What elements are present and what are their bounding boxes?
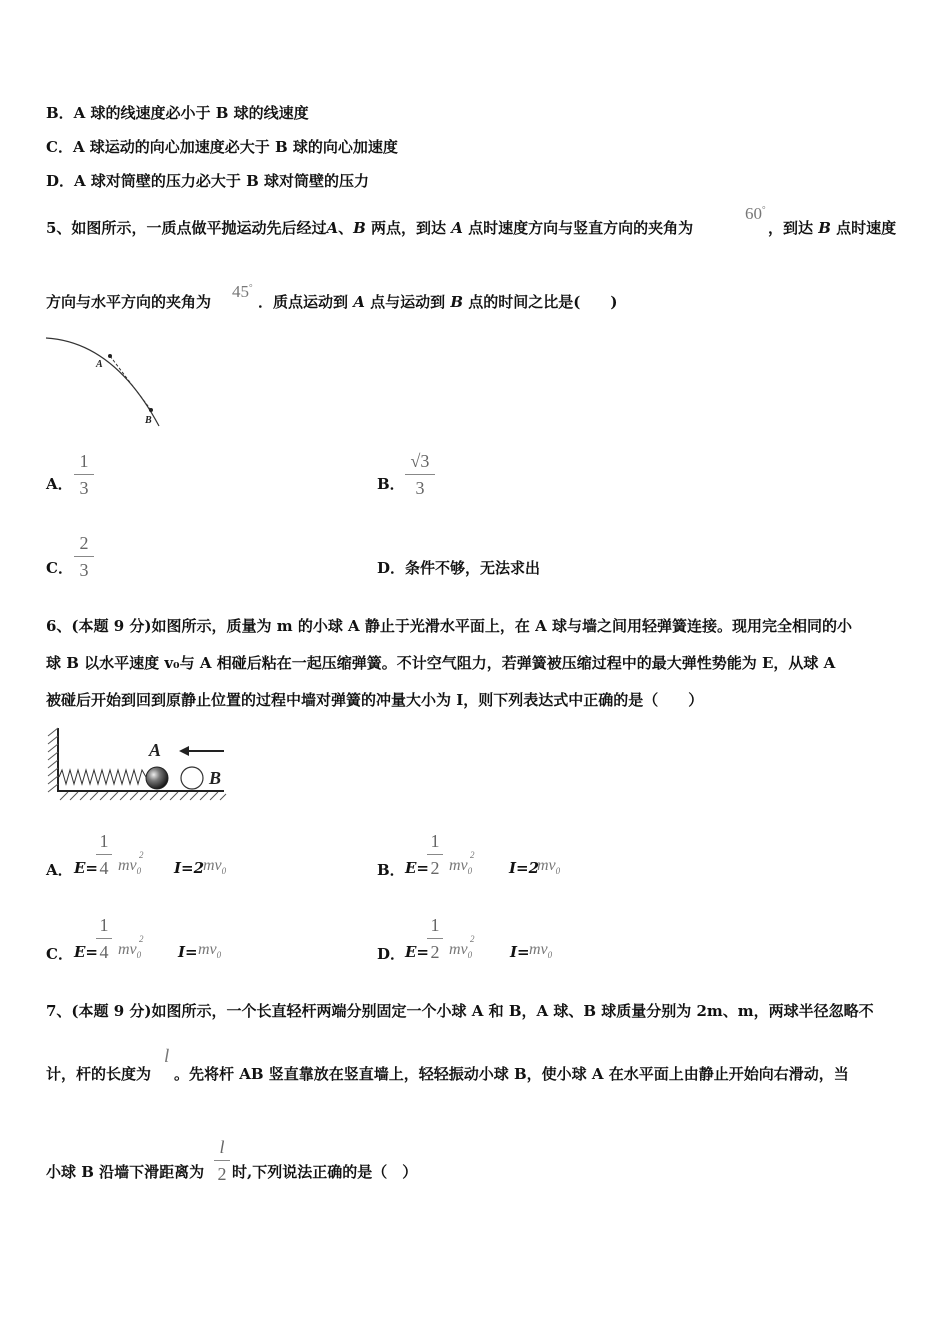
- q6-option-c: C． E= 1 4 $mv_0$ 2 I= $mv_0$: [46, 915, 222, 963]
- q6-option-b: B． E= 1 2 $mv_0$ 2 I=2 $mv_0$: [377, 831, 561, 879]
- q6-stem-line1: 6、(本题 9 分)如图所示，质量为 m 的小球 A 静止于光滑水平面上，在 A 球与墙之间用轻弹簧连接。现用完全相同的小: [46, 617, 852, 635]
- q7-fraction-l-over-2: l 2: [214, 1136, 230, 1185]
- q5-option-d: D．条件不够，无法求出: [377, 559, 541, 577]
- q5-angle-45: 45°: [232, 282, 253, 301]
- q7-stem-line2b: 。先将杆 AB 竖直靠放在竖直墙上，轻轻振动小球 B，使小球 A 在水平面上由静止开始向右滑动，当: [174, 1065, 849, 1083]
- point-b: [149, 408, 153, 412]
- q4-option-d: D．A 球对筒壁的压力必大于 B 球对筒壁的压力: [46, 172, 369, 190]
- q7-stem-line2a: 计，杆的长度为: [46, 1065, 152, 1083]
- q5-trajectory-figure: [44, 332, 174, 432]
- q5-stem-line1-end: ，到达 B 点时速度: [768, 219, 897, 237]
- label-a: A: [149, 740, 162, 760]
- trajectory-curve: [46, 338, 159, 426]
- q5-option-b-label: B．: [377, 475, 405, 493]
- q5-option-a-fraction: 1 3: [74, 450, 94, 499]
- q6-spring-figure: [46, 726, 231, 804]
- label-a: A: [96, 359, 103, 370]
- q7-stem-line1: 7、(本题 9 分)如图所示，一个长直轻杆两端分别固定一个小球 A 和 B，A 球、B 球质量分别为 2m、m，两球半径忽略不: [46, 1002, 874, 1020]
- arrow-head: [179, 746, 189, 756]
- floor-hatching: [60, 792, 226, 800]
- q7-length-l: l: [164, 1046, 170, 1067]
- q5-option-c-fraction: 2 3: [74, 532, 94, 581]
- q6-stem-line2: 球 B 以水平速度 v₀与 A 相碰后粘在一起压缩弹簧。不计空气阻力，若弹簧被压缩过程中的最大弹性势能为 E，从球 A: [46, 654, 836, 672]
- q5-angle-60: 60°: [745, 204, 766, 223]
- ball-a: [146, 767, 168, 789]
- q7-stem-line3a: 小球 B 沿墙下滑距离为: [46, 1163, 205, 1181]
- q5-stem-line2-end: ．质点运动到 A 点与运动到 B 点的时间之比是( ): [258, 293, 618, 311]
- label-b: B: [209, 768, 222, 788]
- q6-option-a: A． E= 1 4 $mv_0$ 2 I=2 $mv_0$: [46, 831, 227, 879]
- label-b: B: [145, 415, 152, 426]
- ball-b: [181, 767, 203, 789]
- q5-option-a-label: A．: [46, 475, 73, 493]
- q4-option-c: C．A 球运动的向心加速度必大于 B 球的向心加速度: [46, 138, 398, 156]
- q6-stem-line3: 被碰后开始到回到原静止位置的过程中墙对弹簧的冲量大小为 I，则下列表达式中正确的是（ ）: [46, 691, 704, 709]
- q7-stem-line3b: 时,下列说法正确的是（ ）: [232, 1163, 418, 1181]
- q5-option-c-label: C．: [46, 559, 73, 577]
- q4-option-b: B．A 球的线速度必小于 B 球的线速度: [46, 104, 309, 122]
- point-a: [108, 354, 112, 358]
- q6-option-d: D． E= 1 2 $mv_0$ 2 I= $mv_0$: [377, 915, 553, 963]
- wall-hatching: [48, 728, 58, 792]
- q5-option-b-fraction: √3 3: [405, 450, 435, 499]
- q5-stem-line1: 5、如图所示，一质点做平抛运动先后经过A、B 两点，到达 A 点时速度方向与竖直方向的夹角为: [46, 219, 694, 237]
- spring: [59, 770, 150, 784]
- q5-stem-line2: 方向与水平方向的夹角为: [46, 293, 212, 311]
